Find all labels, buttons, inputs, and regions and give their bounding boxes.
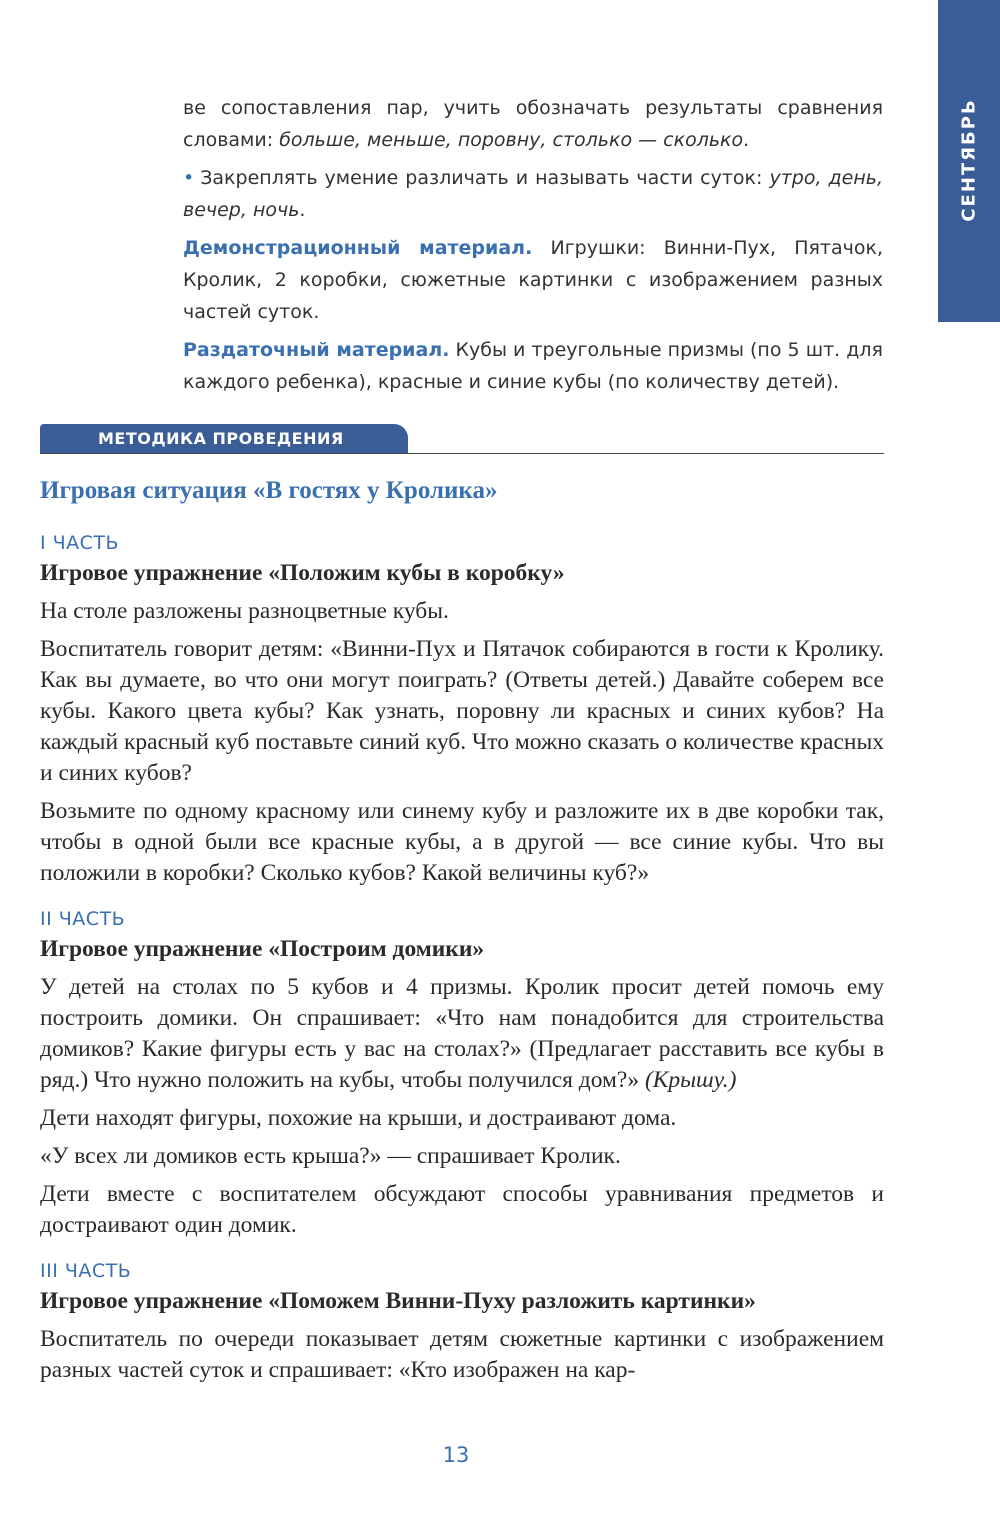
part-2-paragraph-3: «У всех ли домиков есть крыша?» — спрашивает Кролик. (40, 1143, 621, 1169)
part-2-p1-text: У детей на столах по 5 кубов и 4 призмы. Кролик просит детей помочь ему построить домики. Он спрашивает: «Что нам понадобится для строительства домиков? Какие фигуры есть у вас на столах?» (Предлагает расставить все кубы в ряд.) Что нужно положить на кубы, чтобы получился дом?» (40, 974, 884, 1093)
part-2-label: II ЧАСТЬ (40, 908, 126, 930)
intro-paragraph-2 (183, 162, 883, 226)
intro-p2-end: . (299, 199, 306, 221)
part-2-paragraph-2: Дети находят фигуры, похожие на крыши, и достраивают дома. (40, 1105, 677, 1131)
part-3-paragraph-1: Воспитатель по очереди показывает детям сюжетные картинки с изображением разных частей суток и спрашивает: «Кто изображен на кар- (40, 1326, 884, 1383)
handout-material-text: Кубы и треугольные призмы (по 5 шт. для каждого ребенка), красные и синие кубы (по количеству детей). (183, 339, 883, 393)
part-1-paragraph-2: Воспитатель говорит детям: «Винни-Пух и Пятачок собираются в гости к Кролику. Как вы думаете, во что они могут поиграть? (Ответы детей.) Давайте соберем все кубы. Какого цвета кубы? Как узнать, поровну ли красных и синих кубов? На каждый красный куб поставьте синий куб. Что можно сказать о количестве красных и синих кубов? (40, 636, 884, 786)
section-divider (40, 453, 884, 454)
month-side-tab-label: СЕНТЯБРЬ (958, 98, 980, 222)
demo-material-text: Игрушки: Винни-Пух, Пятачок, Кролик, 2 коробки, сюжетные картинки с изображением разных частей суток. (183, 237, 883, 323)
part-1-label: I ЧАСТЬ (40, 532, 120, 554)
demo-material (183, 232, 883, 328)
part-2-paragraph-1 (40, 972, 884, 1096)
intro-block (183, 92, 883, 404)
intro-p1-italic: больше, меньше, поровну, столько — сколько (279, 129, 744, 151)
part-3-label: III ЧАСТЬ (40, 1260, 132, 1282)
handout-material-title: Раздаточный материал. (183, 339, 450, 361)
part-3-exercise-title: Игровое упражнение «Поможем Винни-Пуху разложить картинки» (40, 1288, 756, 1314)
part-1-exercise-title: Игровое упражнение «Положим кубы в коробку» (40, 560, 565, 586)
demo-material-title: Демонстрационный материал. (183, 237, 533, 259)
page-number: 13 (442, 1443, 470, 1467)
bullet-icon: • (183, 167, 195, 189)
handout-material (183, 334, 883, 398)
part-1-paragraph-1: На столе разложены разноцветные кубы. (40, 598, 449, 624)
intro-p2-text: Закреплять умение различать и называть части суток: (200, 167, 770, 189)
part-2-p1-italic: (Крышу.) (644, 1067, 737, 1093)
intro-p1-text: ве сопоставления пар, учить обозначать результаты сравнения словами: (183, 97, 883, 151)
situation-title: Игровая ситуация «В гостях у Кролика» (40, 477, 498, 504)
part-2-exercise-title: Игровое упражнение «Построим домики» (40, 936, 485, 962)
main-content (40, 470, 884, 1393)
section-banner: МЕТОДИКА ПРОВЕДЕНИЯ (40, 424, 408, 454)
intro-p1-end: . (743, 129, 750, 151)
intro-paragraph-1 (183, 92, 883, 156)
intro-p2-italic: утро, день, вечер, ночь (183, 167, 883, 221)
part-2-paragraph-4: Дети вместе с воспитателем обсуждают способы уравнивания предметов и достраивают один домик. (40, 1181, 884, 1238)
part-1-paragraph-3: Возьмите по одному красному или синему кубу и разложите их в две коробки так, чтобы в одной были все красные кубы, а в другой — все синие кубы. Что вы положили в коробки? Сколько кубов? Какой величины куб?» (40, 798, 884, 886)
